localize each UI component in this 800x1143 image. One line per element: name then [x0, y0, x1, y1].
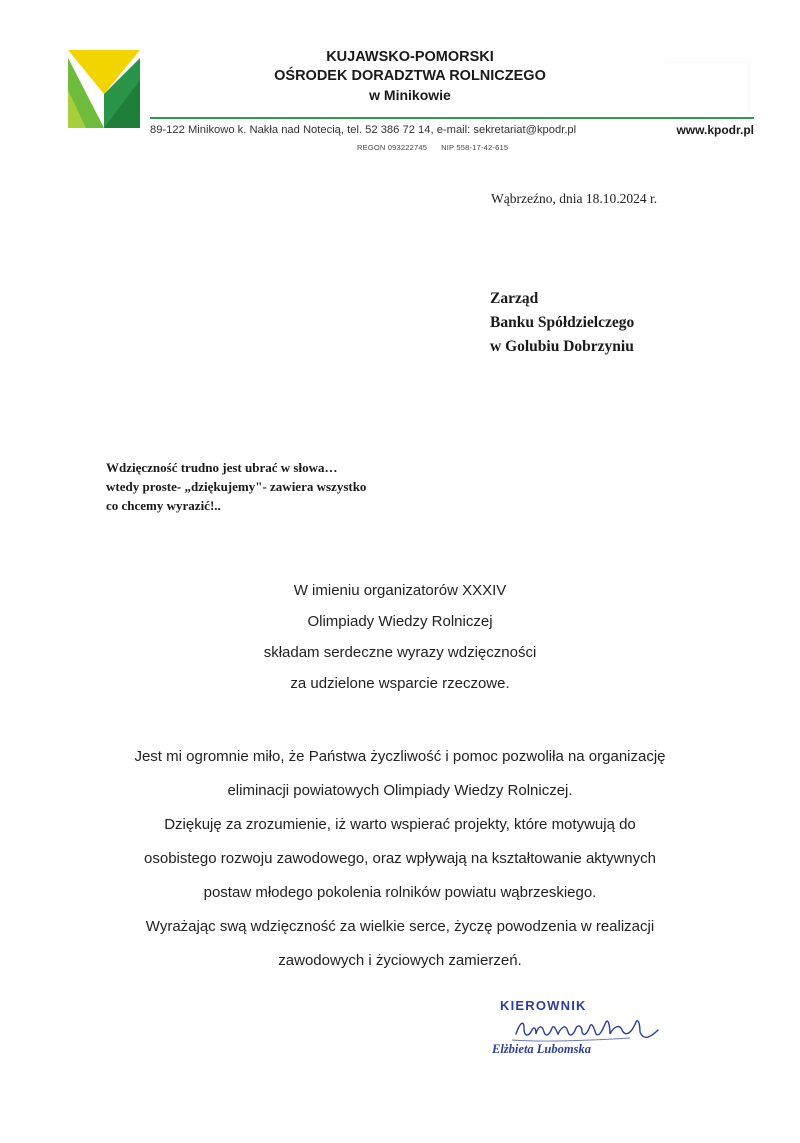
contact-line [150, 124, 754, 140]
motto-line: co chcemy wyrazić!.. [106, 498, 221, 513]
paragraph-line: zawodowych i życiowych zamierzeń. [278, 952, 522, 969]
signature-stamp [490, 998, 660, 1068]
addressee-line: w Golubiu Dobrzyniu [490, 338, 634, 355]
registration-ids [357, 143, 508, 152]
addressee-block [490, 287, 634, 359]
paragraph-line: eliminacji powiatowych Olimpiady Wiedzy Rolniczej. [227, 782, 573, 799]
paragraph-thanks [60, 575, 740, 699]
paragraph-line: postaw młodego pokolenia rolników powiatu wąbrzeskiego. [203, 884, 597, 901]
website-link[interactable]: www.kpodr.pl [676, 123, 754, 137]
paragraph-line: Dziękuję za zrozumienie, iż warto wspierać projekty, które motywują do [164, 816, 636, 833]
paragraph-line: Jest mi ogromnie miło, że Państwa życzliwość i pomoc pozwoliła na organizację [134, 748, 666, 765]
paragraph-line: składam serdeczne wyrazy wdzięczności [263, 644, 537, 661]
contact-address: 89-122 Minikowo k. Nakła nad Notecią, tel. 52 386 72 14, e-mail: sekretariat@kpodr.pl [150, 124, 577, 136]
stamp-title: KIEROWNIK [500, 998, 587, 1013]
paragraph-line: W imieniu organizatorów XXXIV [293, 582, 507, 599]
nip-number: NIP 558-17-42-615 [441, 143, 509, 152]
motto-quote [106, 458, 366, 515]
letter-date: Wąbrzeźno, dnia 18.10.2024 r. [491, 191, 658, 206]
organization-name [200, 48, 620, 105]
paragraph-line: osobistego rozwoju zawodowego, oraz wpływają na kształtowanie aktywnych [144, 850, 656, 867]
paragraph-line: za udzielone wsparcie rzeczowe. [290, 675, 510, 692]
header-divider [150, 117, 754, 119]
org-name-line3: w Minikowie [369, 87, 451, 103]
motto-line: Wdzięczność trudno jest ubrać w słowa… [106, 460, 338, 475]
regon-number: REGON 093222745 [357, 143, 428, 152]
org-name-line2: OŚRODEK DORADZTWA ROLNICZEGO [274, 68, 546, 84]
paragraph-line: Olimpiady Wiedzy Rolniczej [307, 613, 493, 630]
paragraph-body [60, 740, 740, 978]
paragraph-line: Wyrażając swą wdzięczność za wielkie serce, życzę powodzenia w realizacji [145, 918, 655, 935]
addressee-line: Banku Spółdzielczego [490, 314, 635, 331]
stamp-name: Elżbieta Lubomska [492, 1042, 591, 1056]
org-name-line1: KUJAWSKO-POMORSKI [326, 49, 494, 65]
kodr-logo-icon [68, 50, 140, 128]
motto-line: wtedy proste- „dziękujemy"- zawiera wszystko [106, 479, 367, 494]
addressee-line: Zarząd [490, 290, 539, 307]
faint-background-mark [668, 62, 749, 113]
